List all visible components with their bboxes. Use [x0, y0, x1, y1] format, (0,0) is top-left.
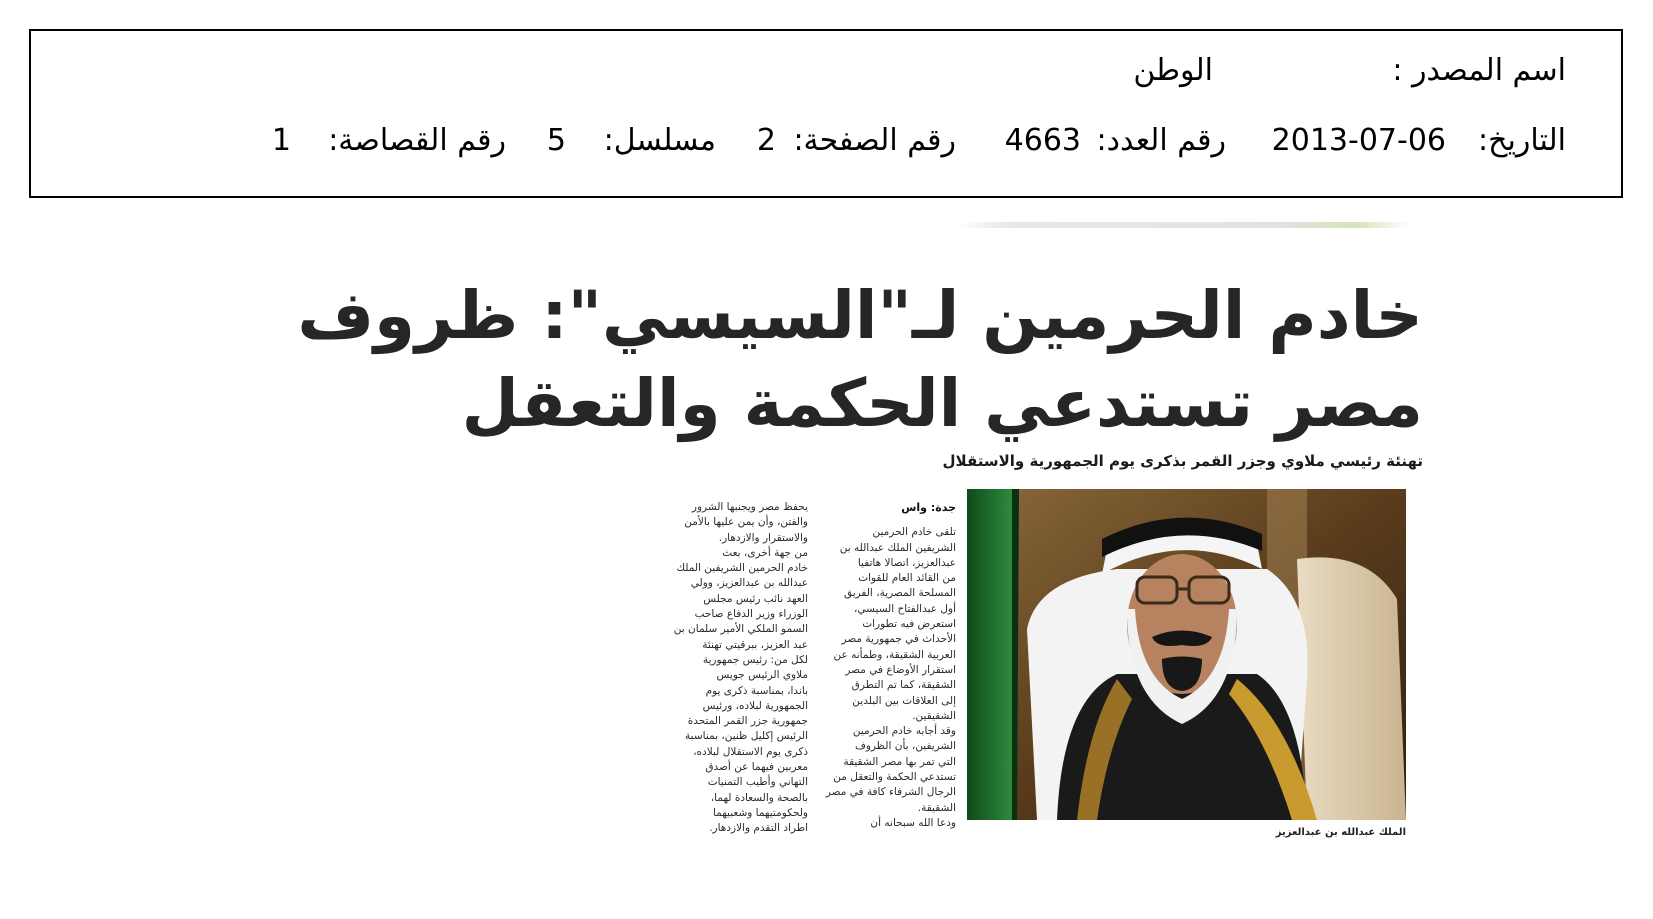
issue-value: 4663 [1004, 123, 1081, 158]
article-text-line: ملاوي الرئيس جويس [716, 669, 808, 682]
article-text-line: وقد أجابه خادم الحرمين [852, 725, 956, 738]
article-text-line: أول عبدالفتاح السيسي، [854, 602, 956, 615]
article-text-line: استقرار الأوضاع في مصر [845, 663, 956, 676]
article-text-line: العربية الشقيقة، وطمأنه عن [833, 648, 956, 661]
photo-caption: الملك عبدالله بن عبدالعزيز [1275, 827, 1406, 838]
article-text-line: تلقى خادم الحرمين [872, 526, 956, 539]
article-text-line: معربين فيهما عن أصدق [705, 761, 808, 774]
article-text-line: التي تمر بها مصر الشقيقة [843, 755, 956, 768]
article-text-line: المسلحة المصرية، الفريق [843, 587, 956, 600]
article-text-line: ولحكومتيهما وشعبيهما [712, 806, 808, 819]
article-text-line: الرجال الشرفاء كافة في مصر [825, 786, 956, 799]
article-text-line: عبد العزيز، ببرقيتي تهنئة [702, 638, 808, 651]
source-value: الوطن [1133, 53, 1213, 88]
article-text-line: التهاني وأطيب التمنيات [707, 776, 808, 789]
clipping-value: 1 [271, 123, 291, 158]
article-dateline: جدة: واس [901, 501, 956, 514]
article-text-line: باندا، بمناسبة ذكرى يوم [705, 684, 808, 697]
portrait-illustration [967, 489, 1406, 820]
article-text-line: السمو الملكي الأمير سلمان بن [673, 623, 808, 636]
article-subheadline: تهنئة رئيسي ملاوي وجزر القمر بذكرى يوم الجمهورية والاستقلال [942, 452, 1423, 470]
page-value: 2 [756, 123, 776, 158]
article-column-2 [658, 500, 808, 837]
article-text-line: الوزراء وزير الدفاع صاحب [694, 608, 808, 621]
article-text-line: جمهورية جزر القمر المتحدة [687, 715, 808, 728]
column-1-lines [816, 525, 956, 831]
article-text-line: الشريفين الملك عبدالله بن [839, 541, 956, 554]
article-text-line: يحفظ مصر ويجنبها الشرور [691, 501, 808, 513]
article-text-line: اطراد التقدم والازدهار. [709, 822, 808, 835]
article-text-line: الشقيقة، كما تم التطرق [851, 679, 956, 692]
column-2-lines [658, 500, 808, 837]
article-text-line: استعرض فيه تطورات [862, 618, 956, 631]
clipping-label: رقم القصاصة: [328, 123, 506, 158]
article-text-line: والاستقرار والازدهار. [718, 531, 808, 544]
date-label: التاريخ: [1478, 123, 1566, 158]
clipping-metadata-box [29, 29, 1623, 198]
serial-label: مسلسل: [603, 123, 716, 158]
serial-value: 5 [546, 123, 566, 158]
article-text-line: الشقيقين. [912, 709, 956, 722]
date-value: 2013-07-06 [1271, 123, 1446, 158]
article-text-line: الشقيقة. [917, 801, 956, 814]
article-text-line: عبدالله بن عبدالعزيز، وولي [690, 577, 808, 590]
article-headline: خادم الحرمين لـ"السيسي": ظروف مصر تستدعي الحكمة والتعقل [297, 277, 1423, 442]
article-column-1 [816, 500, 956, 831]
scan-artifact-strip [960, 222, 1410, 228]
article-text-line: الأحداث في جمهورية مصر [841, 633, 956, 646]
article-text-line: الجمهورية لبلاده، ورئيس [702, 699, 808, 712]
article-text-line: عبدالعزيز، اتصالا هاتفيا [857, 556, 956, 569]
article-text-line: من جهة أخرى، بعث [722, 546, 808, 559]
article-photo [967, 489, 1406, 820]
source-label: اسم المصدر : [1392, 53, 1566, 88]
issue-label: رقم العدد: [1096, 123, 1226, 158]
article-text-line: إلى العلاقات بين البلدين [852, 694, 956, 707]
article-text-line: والفتن، وأن يمن عليها بالأمن [684, 516, 808, 529]
article-text-line: الرئيس إكليل ظنين، بمناسبة [685, 730, 808, 743]
page-label: رقم الصفحة: [793, 123, 956, 158]
article-text-line: من القائد العام للقوات [858, 572, 956, 585]
article-text-line: بالصحة والسعادة لهما، [710, 791, 808, 804]
article-text-line: تستدعي الحكمة والتعقل من [833, 771, 956, 784]
article-text-line: ذكرى يوم الاستقلال لبلاده، [693, 745, 808, 758]
article-text-line: ودعا الله سبحانه أن [870, 816, 956, 829]
article-text-line: لكل من: رئيس جمهورية [702, 653, 808, 666]
article-text-line: خادم الحرمين الشريفين الملك [676, 562, 808, 575]
article-text-line: الشريفين، بأن الظروف [854, 740, 956, 753]
article-text-line: العهد نائب رئيس مجلس [703, 592, 808, 605]
